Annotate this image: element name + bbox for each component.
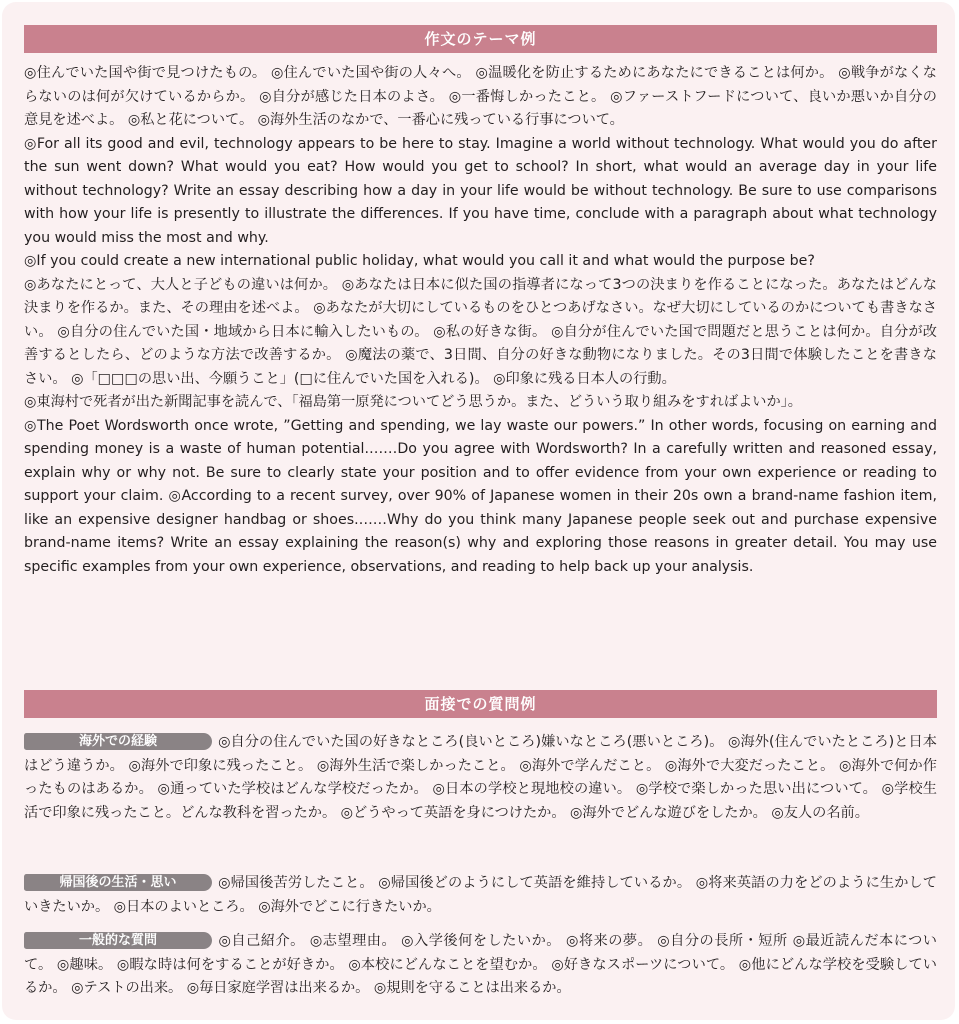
category-label: 帰国後の生活・思い	[24, 874, 212, 891]
category-label: 一般的な質問	[24, 932, 212, 949]
theme-paragraph: ◎あなたにとって、大人と子どもの違いは何か。 ◎あなたは日本に似た国の指導者になって3つの決まりを作ることになった。あなたはどんな決まりを作るか。また、その理由を述べよ。 ◎あなたが大切にしているものをひとつあげなさい。なぜ大切にしているのかについても書きなさい。 ◎自分の住んでいた国・地域から日本に輸入したいもの。 ◎私の好きな街。 ◎自分が住んでいた国で問題だと思うことは何か。自分が改善するとしたら、どのような方法で改善するか。 ◎魔法の薬で、3日間、自分の好きな動物になりました。その3日間で体験したことを書きなさい。 ◎「□□□の思い出、今願うこと」(□に住んでいた国を入れる)。 ◎印象に残る日本人の行動。	[24, 276, 937, 387]
interview-section-title: 面接での質問例	[24, 690, 937, 718]
category-questions: ◎自己紹介。 ◎志望理由。 ◎入学後何をしたいか。 ◎将来の夢。 ◎自分の長所・短所 ◎最近読んだ本について。 ◎趣味。 ◎暇な時は何をすることが好きか。 ◎本校にどんなことを望むか。 ◎好きなスポーツについて。 ◎他にどんな学校を受験しているか。 ◎テストの出来。 ◎毎日家庭学習は出来るか。 ◎規則を守ることは出来るか。	[24, 933, 937, 996]
theme-list	[24, 62, 937, 579]
category-label: 海外での経験	[24, 733, 212, 750]
category-questions: ◎帰国後苦労したこと。 ◎帰国後どのようにして英語を維持しているか。 ◎将来英語の力をどのように生かしていきたいか。 ◎日本のよいところ。 ◎海外でどこに行きたいか。	[24, 875, 937, 915]
theme-paragraph: ◎東海村で死者が出た新聞記事を読んで、「福島第一原発についてどう思うか。また、どういう取り組みをすればよいか」。	[24, 394, 802, 410]
theme-paragraph: ◎If you could create a new international public holiday, what would you call it and what would the purpose be?	[24, 253, 815, 269]
theme-paragraph: ◎住んでいた国や街で見つけたもの。 ◎住んでいた国や街の人々へ。 ◎温暖化を防止するためにあなたにできることは何か。 ◎戦争がなくならないのは何が欠けているからか。 ◎自分が感じた日本のよさ。 ◎一番悔しかったこと。 ◎ファーストフードについて、良いか悪いか自分の意見を述べよ。 ◎私と花について。 ◎海外生活のなかで、一番心に残っている行事について。	[24, 65, 937, 128]
theme-section-title: 作文のテーマ例	[24, 25, 937, 53]
category-questions: ◎自分の住んでいた国の好きなところ(良いところ)嫌いなところ(悪いところ)。 ◎海外(住んでいたところ)と日本はどう違うか。 ◎海外で印象に残ったこと。 ◎海外生活で楽しかったこと。 ◎海外で学んだこと。 ◎海外で大変だったこと。 ◎海外で何か作ったものはあるか。 ◎通っていた学校はどんな学校だったか。 ◎日本の学校と現地校の違い。 ◎学校で楽しかった思い出について。 ◎学校生活で印象に残ったこと。どんな教科を習ったか。 ◎どうやって英語を身につけたか。 ◎海外でどんな遊びをしたか。 ◎友人の名前。	[24, 734, 937, 821]
interview-category-overseas	[24, 731, 937, 825]
interview-category-general	[24, 930, 937, 1001]
theme-paragraph: ◎The Poet Wordsworth once wrote, ”Getting and spending, we lay waste our powers.” In other words, focusing on earning and spending money is a waste of human potential.……Do you agree with Wordsworth? In a carefully written and reasoned essay, explain why or why not. Be sure to clearly state your position and to offer evidence from your own experience or reading to support your claim. ◎According to a recent survey, over 90% of Japanese women in their 20s own a brand-name fashion item, like an expensive designer handbag or shoes.……Why do you think many Japanese people seek out and purchase expensive brand-name items? Write an essay explaining the reason(s) why and exploring those reasons in greater detail. You may use specific examples from your own experience, observations, and reading to help back up your analysis.	[24, 417, 937, 575]
interview-category-after-return	[24, 872, 937, 919]
theme-paragraph: ◎For all its good and evil, technology appears to be here to stay. Imagine a world without technology. What would you do after the sun went down? What would you eat? How would you get to school? In short, what would an average day in your life without technology? Write an essay describing how a day in your life would be without technology. Be sure to use comparisons with how your life is presently to illustrate the differences. If you have time, conclude with a paragraph about what technology you would miss the most and why.	[24, 135, 937, 246]
